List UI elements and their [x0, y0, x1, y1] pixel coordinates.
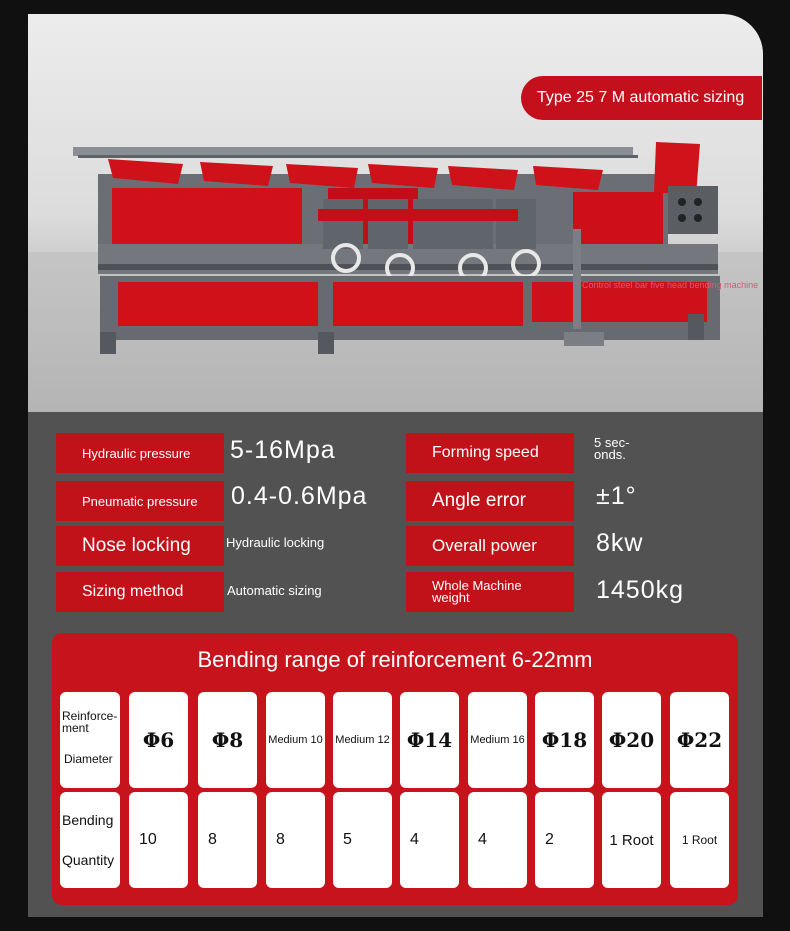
- diameter-cell: Medium 16: [468, 692, 527, 788]
- diameter-header-line1: Reinforce- ment: [62, 709, 118, 735]
- machine-photo: [28, 14, 763, 412]
- spec-label-forming-speed: Forming speed: [406, 433, 574, 473]
- spec-label-whole-machine-weight: Whole Machine weight: [406, 572, 574, 612]
- spec-label-pneumatic-pressure: Pneumatic pressure: [56, 481, 224, 521]
- quantity-cell: 4: [468, 792, 527, 888]
- quantity-header-line1: Bending: [62, 812, 114, 828]
- quantity-header-cell: [60, 792, 120, 888]
- spec-value-sizing-method: Automatic sizing: [227, 583, 322, 598]
- spec-value-nose-locking: Hydraulic locking: [226, 535, 325, 550]
- spec-label-hydraulic-pressure: Hydraulic pressure: [56, 433, 224, 473]
- diameter-cell: Φ18: [535, 692, 594, 788]
- bending-machine-illustration: [28, 14, 763, 412]
- spec-label-sizing-method: Sizing method: [56, 572, 224, 612]
- spec-value-overall-power: 8kw: [596, 529, 644, 557]
- quantity-cell: 2: [535, 792, 594, 888]
- bending-range-title: Bending range of reinforcement 6-22mm: [197, 647, 593, 672]
- diameter-cell: Φ20: [602, 692, 661, 788]
- quantity-header-line2: Quantity: [62, 852, 115, 868]
- diameter-cell: Medium 10: [266, 692, 325, 788]
- spec-value-forming-speed: 5 sec- onds.: [594, 435, 630, 462]
- quantity-cell: 1 Root: [670, 792, 729, 888]
- spec-value-hydraulic-pressure: 5-16Mpa: [230, 436, 336, 464]
- quantity-cell: 8: [266, 792, 325, 888]
- diameter-header-cell: [60, 692, 120, 788]
- product-title-pill: Type 25 7 M automatic sizing: [521, 76, 762, 120]
- diameter-cell: Medium 12: [333, 692, 392, 788]
- diameter-cell: Φ8: [198, 692, 257, 788]
- bending-range-panel: [52, 633, 738, 905]
- diameter-header-line2: Diameter: [64, 752, 113, 766]
- spec-label-nose-locking: Nose locking: [56, 526, 224, 566]
- spec-value-pneumatic-pressure: 0.4-0.6Mpa: [231, 482, 368, 510]
- quantity-cell: 4: [400, 792, 459, 888]
- quantity-cell: 8: [198, 792, 257, 888]
- spec-label-overall-power: Overall power: [406, 526, 574, 566]
- diameter-cell: Φ6: [129, 692, 188, 788]
- quantity-cell: 1 Root: [602, 792, 661, 888]
- spec-value-angle-error: ±1°: [596, 482, 637, 510]
- quantity-cell: 10: [129, 792, 188, 888]
- quantity-cell: 5: [333, 792, 392, 888]
- machine-caption: Control steel bar five head bending machine: [582, 280, 759, 290]
- diameter-cell: Φ22: [670, 692, 729, 788]
- spec-label-angle-error: Angle error: [406, 481, 574, 521]
- diameter-cell: Φ14: [400, 692, 459, 788]
- spec-value-whole-machine-weight: 1450kg: [596, 576, 685, 604]
